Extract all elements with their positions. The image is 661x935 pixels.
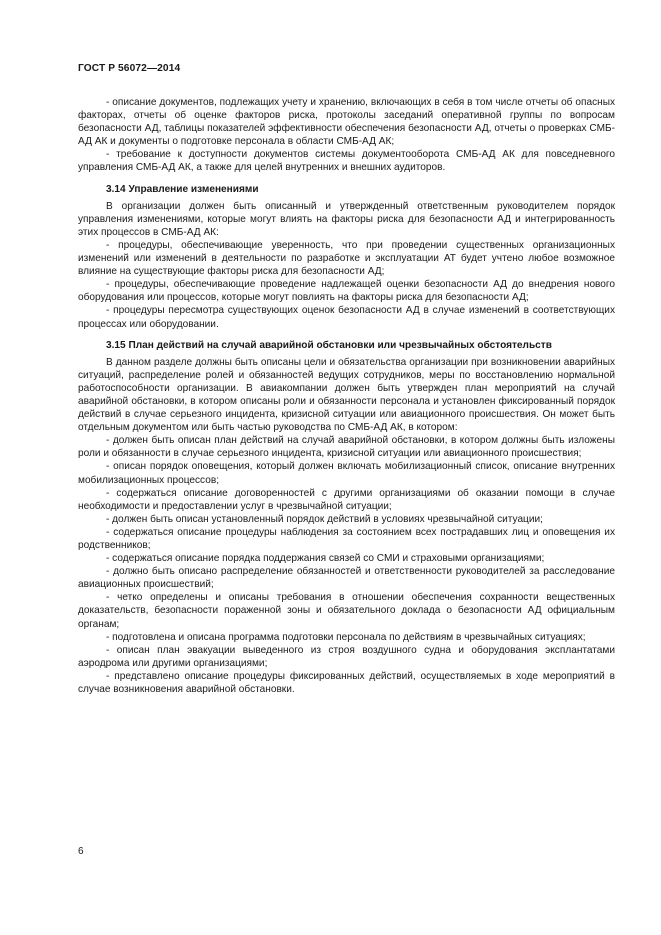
list-item: - четко определены и описаны требования в отношении обеспечения сохранности вещественных доказательств, безопасности пораженной зоны и обязательного доклада о безопасности АД официальным органам; bbox=[78, 592, 615, 630]
section-intro-paragraph: В данном разделе должны быть описаны цели и обязательства организации при возникновении аварийных ситуаций, распределение ролей и обязанностей ведущих сотрудников, меры по восстановлению нормальной работоспособности организации. В авиакомпании должен быть утвержден план мероприятий на случай аварийной обстановки, в котором описаны роли и обязанности персонала и установлен фиксированный порядок действий в случае серьезного инцидента, кризисной ситуации или авиационного происшествия. Он может быть отдельным документом или быть частью руководства по СМБ-АД АК, в котором: bbox=[78, 356, 615, 434]
page-number: 6 bbox=[78, 846, 84, 857]
list-item: - требование к доступности документов системы документооборота СМБ-АД АК для повседневного управления СМБ-АД АК, а также для целей внутренних и внешних аудиторов. bbox=[78, 149, 615, 174]
list-item: - содержаться описание порядка поддержания связей со СМИ и страховыми организациями; bbox=[106, 553, 545, 565]
list-item: - процедуры, обеспечивающие проведение надлежащей оценки безопасности АД до внедрения нового оборудования или процессов, которые могут повлиять на факторы риска для безопасности АД; bbox=[78, 279, 615, 304]
list-item: - процедуры пересмотра существующих оценок безопасности АД в случае изменений в соответствующих процессах или оборудовании. bbox=[78, 305, 615, 330]
list-item: - должно быть описано распределение обязанностей и ответственности руководителей за расследование авиационных происшествий; bbox=[78, 566, 615, 591]
list-item: - подготовлена и описана программа подготовки персонала по действиям в чрезвычайных ситуациях; bbox=[106, 631, 586, 643]
list-item: - должен быть описан план действий на случай аварийной обстановки, в котором должны быть изложены роли и обязанности в случае серьезного инцидента, кризисной ситуации или авиационного происшествия; bbox=[78, 435, 615, 460]
list-item: - представлено описание процедуры фиксированных действий, осуществляемых в ходе мероприятий в случае возникновения аварийной обстановки. bbox=[78, 670, 615, 696]
list-item: - описание документов, подлежащих учету и хранению, включающих в себя в том числе отчеты об опасных факторах, отчеты об оценке факторов риска, протоколы заседаний оперативной группы по вопросам безопасности АД, таблицы показателей эффективности обеспечения безопасности АД, отчеты о проверках СМБ-АД АК и документы о подготовке персонала в области СМБ-АД АК; bbox=[78, 97, 615, 148]
list-item: - содержаться описание процедуры наблюдения за состоянием всех пострадавших лиц и оповещения их родственников; bbox=[78, 526, 615, 551]
list-item: - описан план эвакуации выведенного из строя воздушного судна и оборудования эксплантатами аэродрома или другими организациями; bbox=[78, 644, 615, 669]
list-item: - процедуры, обеспечивающие уверенность, что при проведении существенных организационных изменений или изменений в деятельности по разработке и эксплуатации АТ будет учтено любое возможное влияние на существующие факторы риска для безопасности АД; bbox=[78, 239, 615, 278]
list-item: - должен быть описан установленный порядок действий в условиях чрезвычайной ситуации; bbox=[106, 513, 543, 525]
page-content bbox=[78, 96, 615, 696]
list-item: - описан порядок оповещения, который должен включать мобилизационный список, описание внутренних мобилизационных процессов; bbox=[78, 461, 615, 486]
document-code: ГОСТ Р 56072—2014 bbox=[78, 63, 181, 74]
section-heading-3-14: 3.14 Управление изменениями bbox=[106, 183, 259, 195]
list-item: - содержаться описание договоренностей с другими организациями об оказании помощи в случае необходимости и предоставлении услуг в чрезвычайной ситуации; bbox=[78, 487, 615, 512]
section-intro-paragraph: В организации должен быть описанный и утвержденный ответственным руководителем порядок управления изменениями, которые могут влиять на факторы риска для безопасности АД и интегрированность этих процессов в СМБ-АД АК: bbox=[78, 200, 615, 238]
section-heading-3-15: 3.15 План действий на случай аварийной обстановки или чрезвычайных обстоятельств bbox=[106, 339, 552, 351]
